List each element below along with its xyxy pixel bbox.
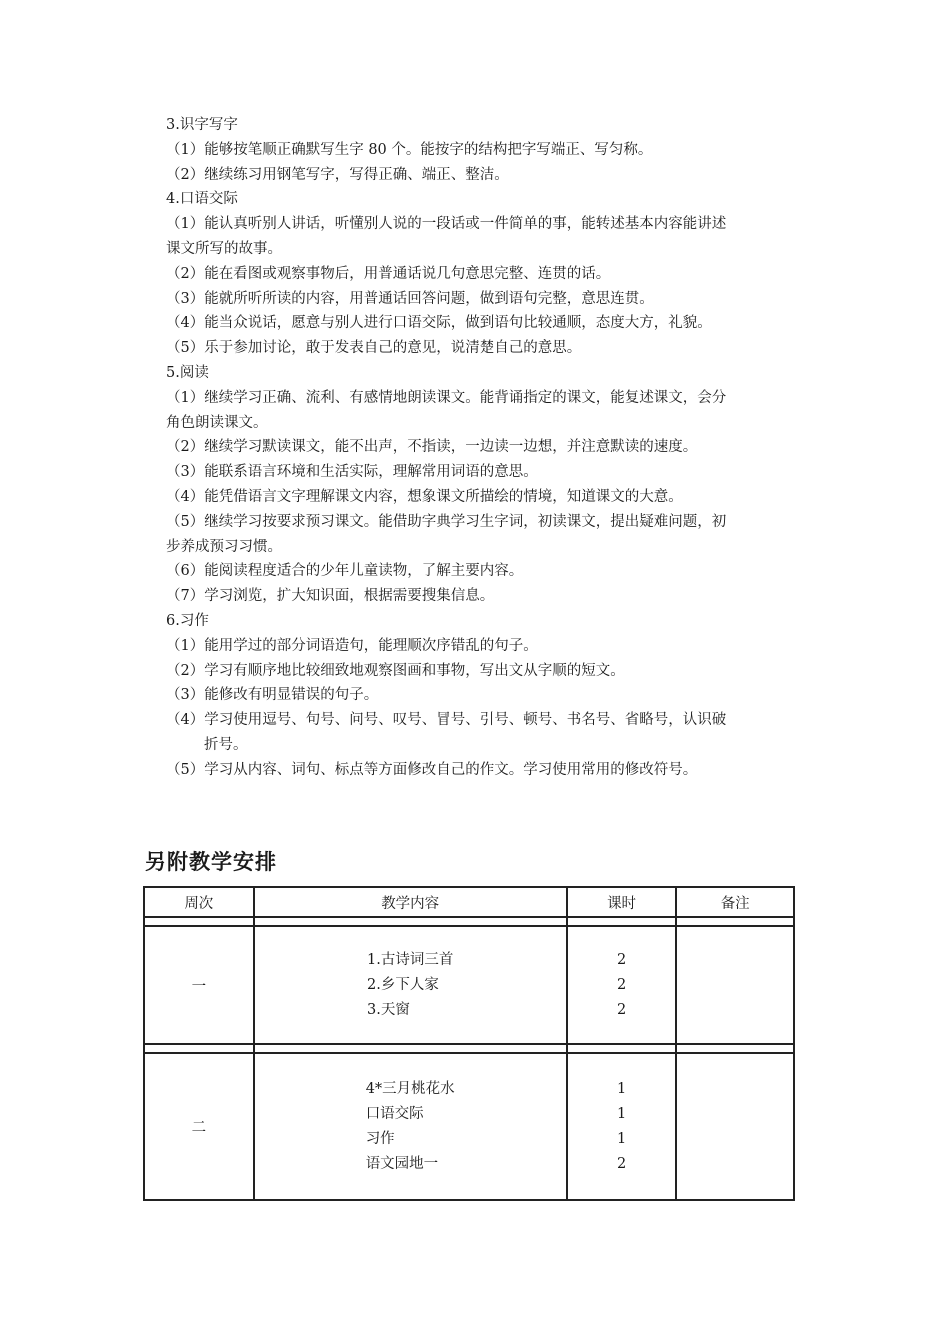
list-item: （4）学习使用逗号、句号、问号、叹号、冒号、引号、顿号、书名号、省略号，认识破 <box>166 712 727 729</box>
week-cell: 一 <box>144 926 254 1044</box>
table-row <box>144 1053 794 1200</box>
lesson-item: 口语交际 <box>365 1105 424 1122</box>
list-item: （2）继续练习用钢笔写字，写得正确、端正、整洁。 <box>166 166 509 183</box>
hours-item: 2 <box>616 1155 627 1172</box>
list-item: （3）能联系语言环境和生活实际，理解常用词语的意思。 <box>166 464 538 481</box>
schedule-table <box>143 886 795 1201</box>
list-item: （4）能凭借语言文字理解课文内容，想象课文所描绘的情境，知道课文的大意。 <box>166 488 683 505</box>
list-item: （2）能在看图或观察事物后，用普通话说几句意思完整、连贯的话。 <box>166 265 611 282</box>
hours-item: 1 <box>616 1130 627 1147</box>
section-heading: 6.习作 <box>166 612 209 629</box>
list-item-continuation: 课文所写的故事。 <box>166 240 282 257</box>
content-cell <box>254 1053 567 1200</box>
lesson-item: 语文园地一 <box>365 1155 439 1172</box>
notes-cell <box>676 1053 794 1200</box>
table-row <box>144 926 794 1044</box>
hours-item: 2 <box>616 976 627 993</box>
list-item: （1）能够按笔顺正确默写生字 80 个。能按字的结构把字写端正、写匀称。 <box>166 141 653 158</box>
lesson-item: 1.古诗词三首 <box>367 951 454 968</box>
list-item: （2）继续学习默读课文，能不出声，不指读，一边读一边想，并注意默读的速度。 <box>166 439 698 456</box>
lesson-item: 3.天窗 <box>367 1001 410 1018</box>
lesson-item: 2.乡下人家 <box>367 976 439 993</box>
table-spacer <box>144 917 794 926</box>
header-week: 周次 <box>144 887 254 917</box>
lesson-item: 习作 <box>365 1130 395 1147</box>
list-item: （5）学习从内容、词句、标点等方面修改自己的作文。学习使用常用的修改符号。 <box>166 761 698 778</box>
hours-item: 2 <box>616 951 627 968</box>
section-heading: 3.识字写字 <box>166 117 238 133</box>
list-item-continuation: 角色朗读课文。 <box>166 414 268 431</box>
section-heading: 5.阅读 <box>166 364 209 381</box>
list-item: （1）能用学过的部分词语造句，能理顺次序错乱的句子。 <box>166 637 538 654</box>
list-item: （5）继续学习按要求预习课文。能借助字典学习生字词，初读课文，提出疑难问题，初 <box>166 513 727 530</box>
header-notes: 备注 <box>676 887 794 917</box>
list-item: （7）学习浏览，扩大知识面，根据需要搜集信息。 <box>166 588 495 605</box>
week-cell: 二 <box>144 1053 254 1200</box>
hours-cell <box>567 926 677 1044</box>
lesson-item: 4*三月桃花水 <box>365 1080 455 1097</box>
list-item: （6）能阅读程度适合的少年儿童读物，了解主要内容。 <box>166 563 524 580</box>
hours-item: 1 <box>616 1105 627 1122</box>
schedule-title: 另附教学安排 <box>145 849 277 874</box>
header-hours: 课时 <box>567 887 677 917</box>
list-item: （4）能当众说话，愿意与别人进行口语交际，做到语句比较通顺，态度大方，礼貌。 <box>166 315 712 332</box>
section-heading: 4.口语交际 <box>166 191 238 208</box>
table-header-row <box>144 887 794 917</box>
list-item-continuation: 折号。 <box>204 736 248 753</box>
requirements-text <box>166 113 816 783</box>
header-content: 教学内容 <box>254 887 567 917</box>
content-cell <box>254 926 567 1044</box>
list-item: （3）能就所听所读的内容，用普通话回答问题，做到语句完整，意思连贯。 <box>166 290 654 307</box>
list-item: （1）继续学习正确、流利、有感情地朗读课文。能背诵指定的课文，能复述课文，会分 <box>166 389 727 406</box>
hours-cell <box>567 1053 677 1200</box>
table-spacer <box>144 1044 794 1053</box>
list-item-continuation: 步养成预习习惯。 <box>166 538 282 555</box>
hours-item: 2 <box>616 1001 627 1018</box>
hours-item: 1 <box>616 1080 627 1097</box>
list-item: （5）乐于参加讨论，敢于发表自己的意见，说清楚自己的意思。 <box>166 340 582 357</box>
list-item: （2）学习有顺序地比较细致地观察图画和事物，写出文从字顺的短文。 <box>166 662 625 679</box>
notes-cell <box>676 926 794 1044</box>
list-item: （1）能认真听别人讲话，听懂别人说的一段话或一件简单的事，能转述基本内容能讲述 <box>166 216 727 233</box>
list-item: （3）能修改有明显错误的句子。 <box>166 687 379 704</box>
